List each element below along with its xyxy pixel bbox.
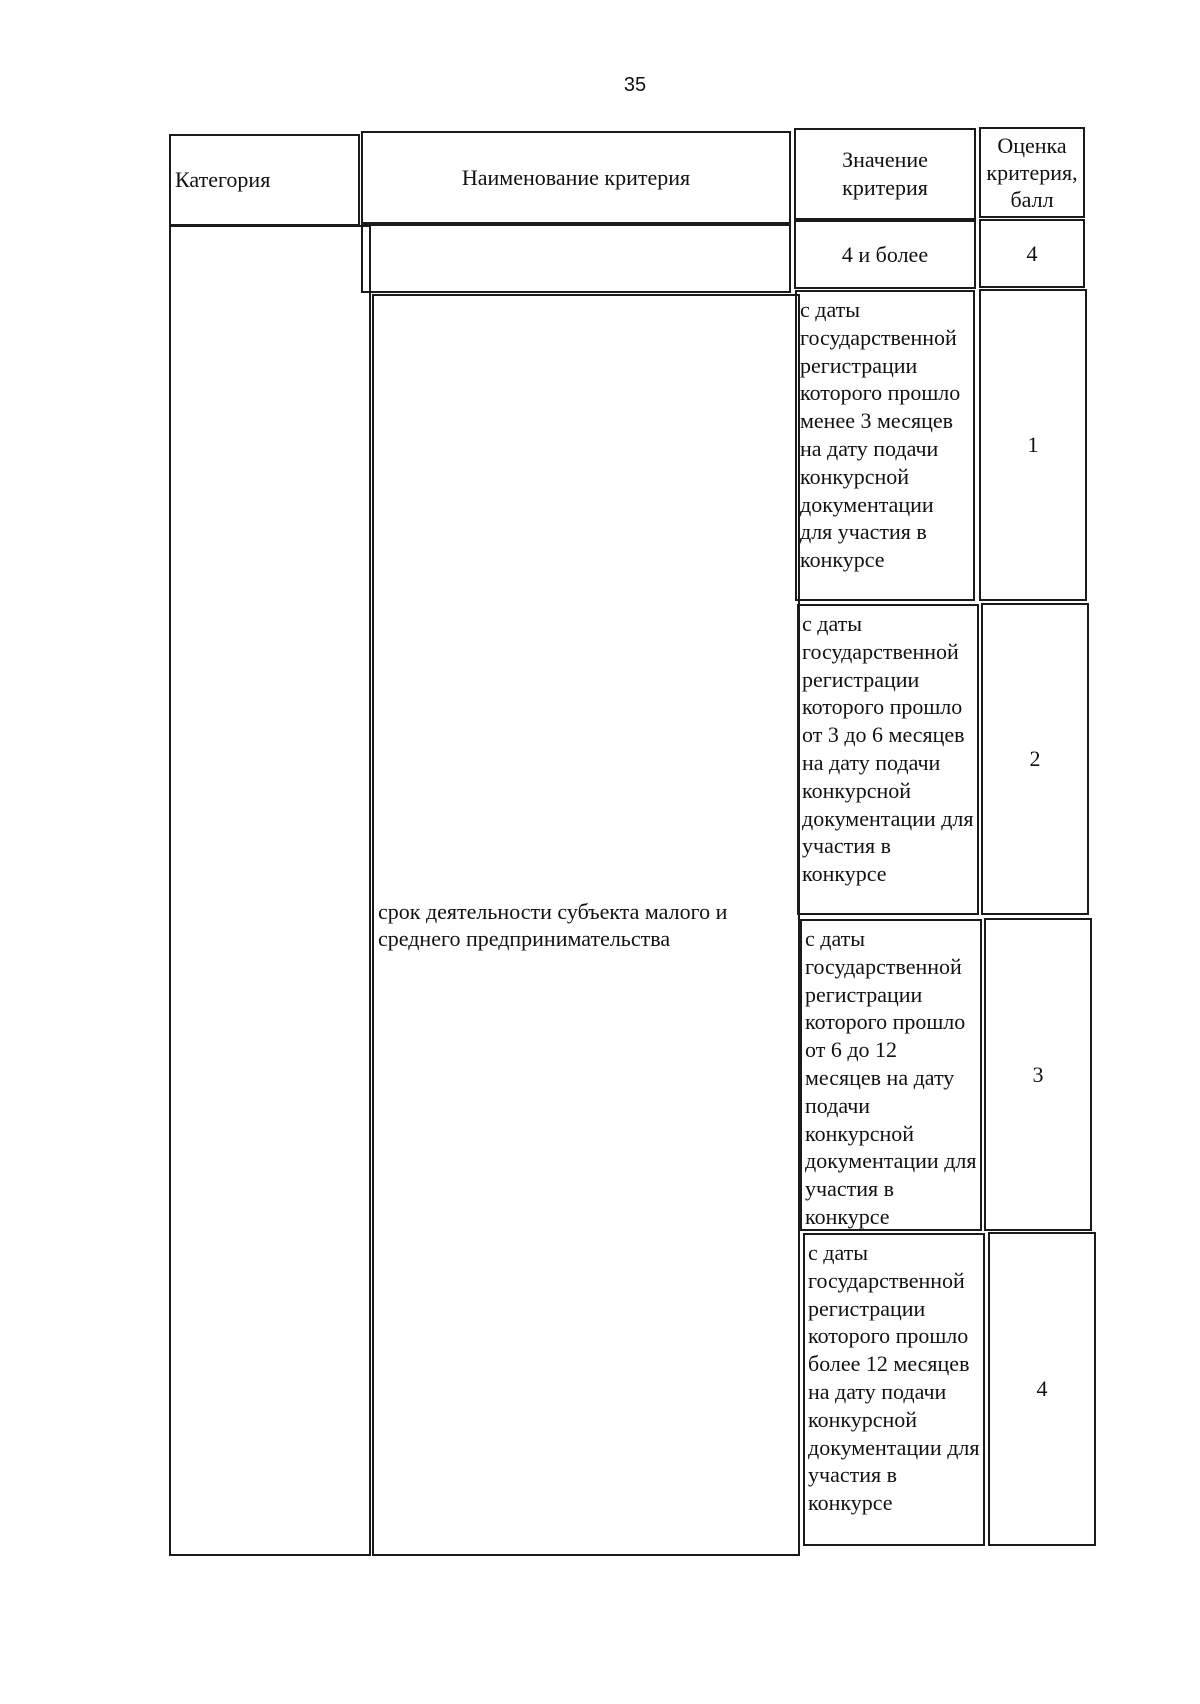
criterion-name-cell: срок деятельности субъекта малого и среднего предпринимательства bbox=[372, 294, 800, 1556]
header-criterion-value: Значение критерия bbox=[794, 128, 976, 220]
score-cell: 3 bbox=[984, 918, 1092, 1231]
value-cell: с даты государственной регистрации которого прошло от 3 до 6 месяцев на дату подачи конкурсной документации для участия в конкурсе bbox=[797, 604, 979, 915]
header-category: Категория bbox=[169, 134, 360, 226]
value-cell: 4 и более bbox=[794, 220, 976, 289]
page-number: 35 bbox=[623, 74, 647, 96]
score-cell: 2 bbox=[981, 603, 1089, 915]
category-cell bbox=[169, 225, 371, 1556]
score-cell: 1 bbox=[979, 289, 1087, 601]
value-cell: с даты государственной регистрации которого прошло менее 3 месяцев на дату подачи конкурсной документации для участия в конкурсе bbox=[795, 290, 975, 601]
score-cell: 4 bbox=[979, 219, 1085, 288]
value-cell: с даты государственной регистрации которого прошло от 6 до 12 месяцев на дату подачи конкурсной документации для участия в конкурсе bbox=[800, 919, 982, 1231]
value-cell: с даты государственной регистрации которого прошло более 12 месяцев на дату подачи конкурсной документации для участия в конкурсе bbox=[803, 1233, 985, 1546]
header-criterion-name: Наименование критерия bbox=[361, 131, 791, 224]
score-cell: 4 bbox=[988, 1232, 1096, 1546]
header-score: Оценка критерия, балл bbox=[979, 127, 1085, 218]
criterion-name-cell-empty bbox=[361, 224, 791, 293]
